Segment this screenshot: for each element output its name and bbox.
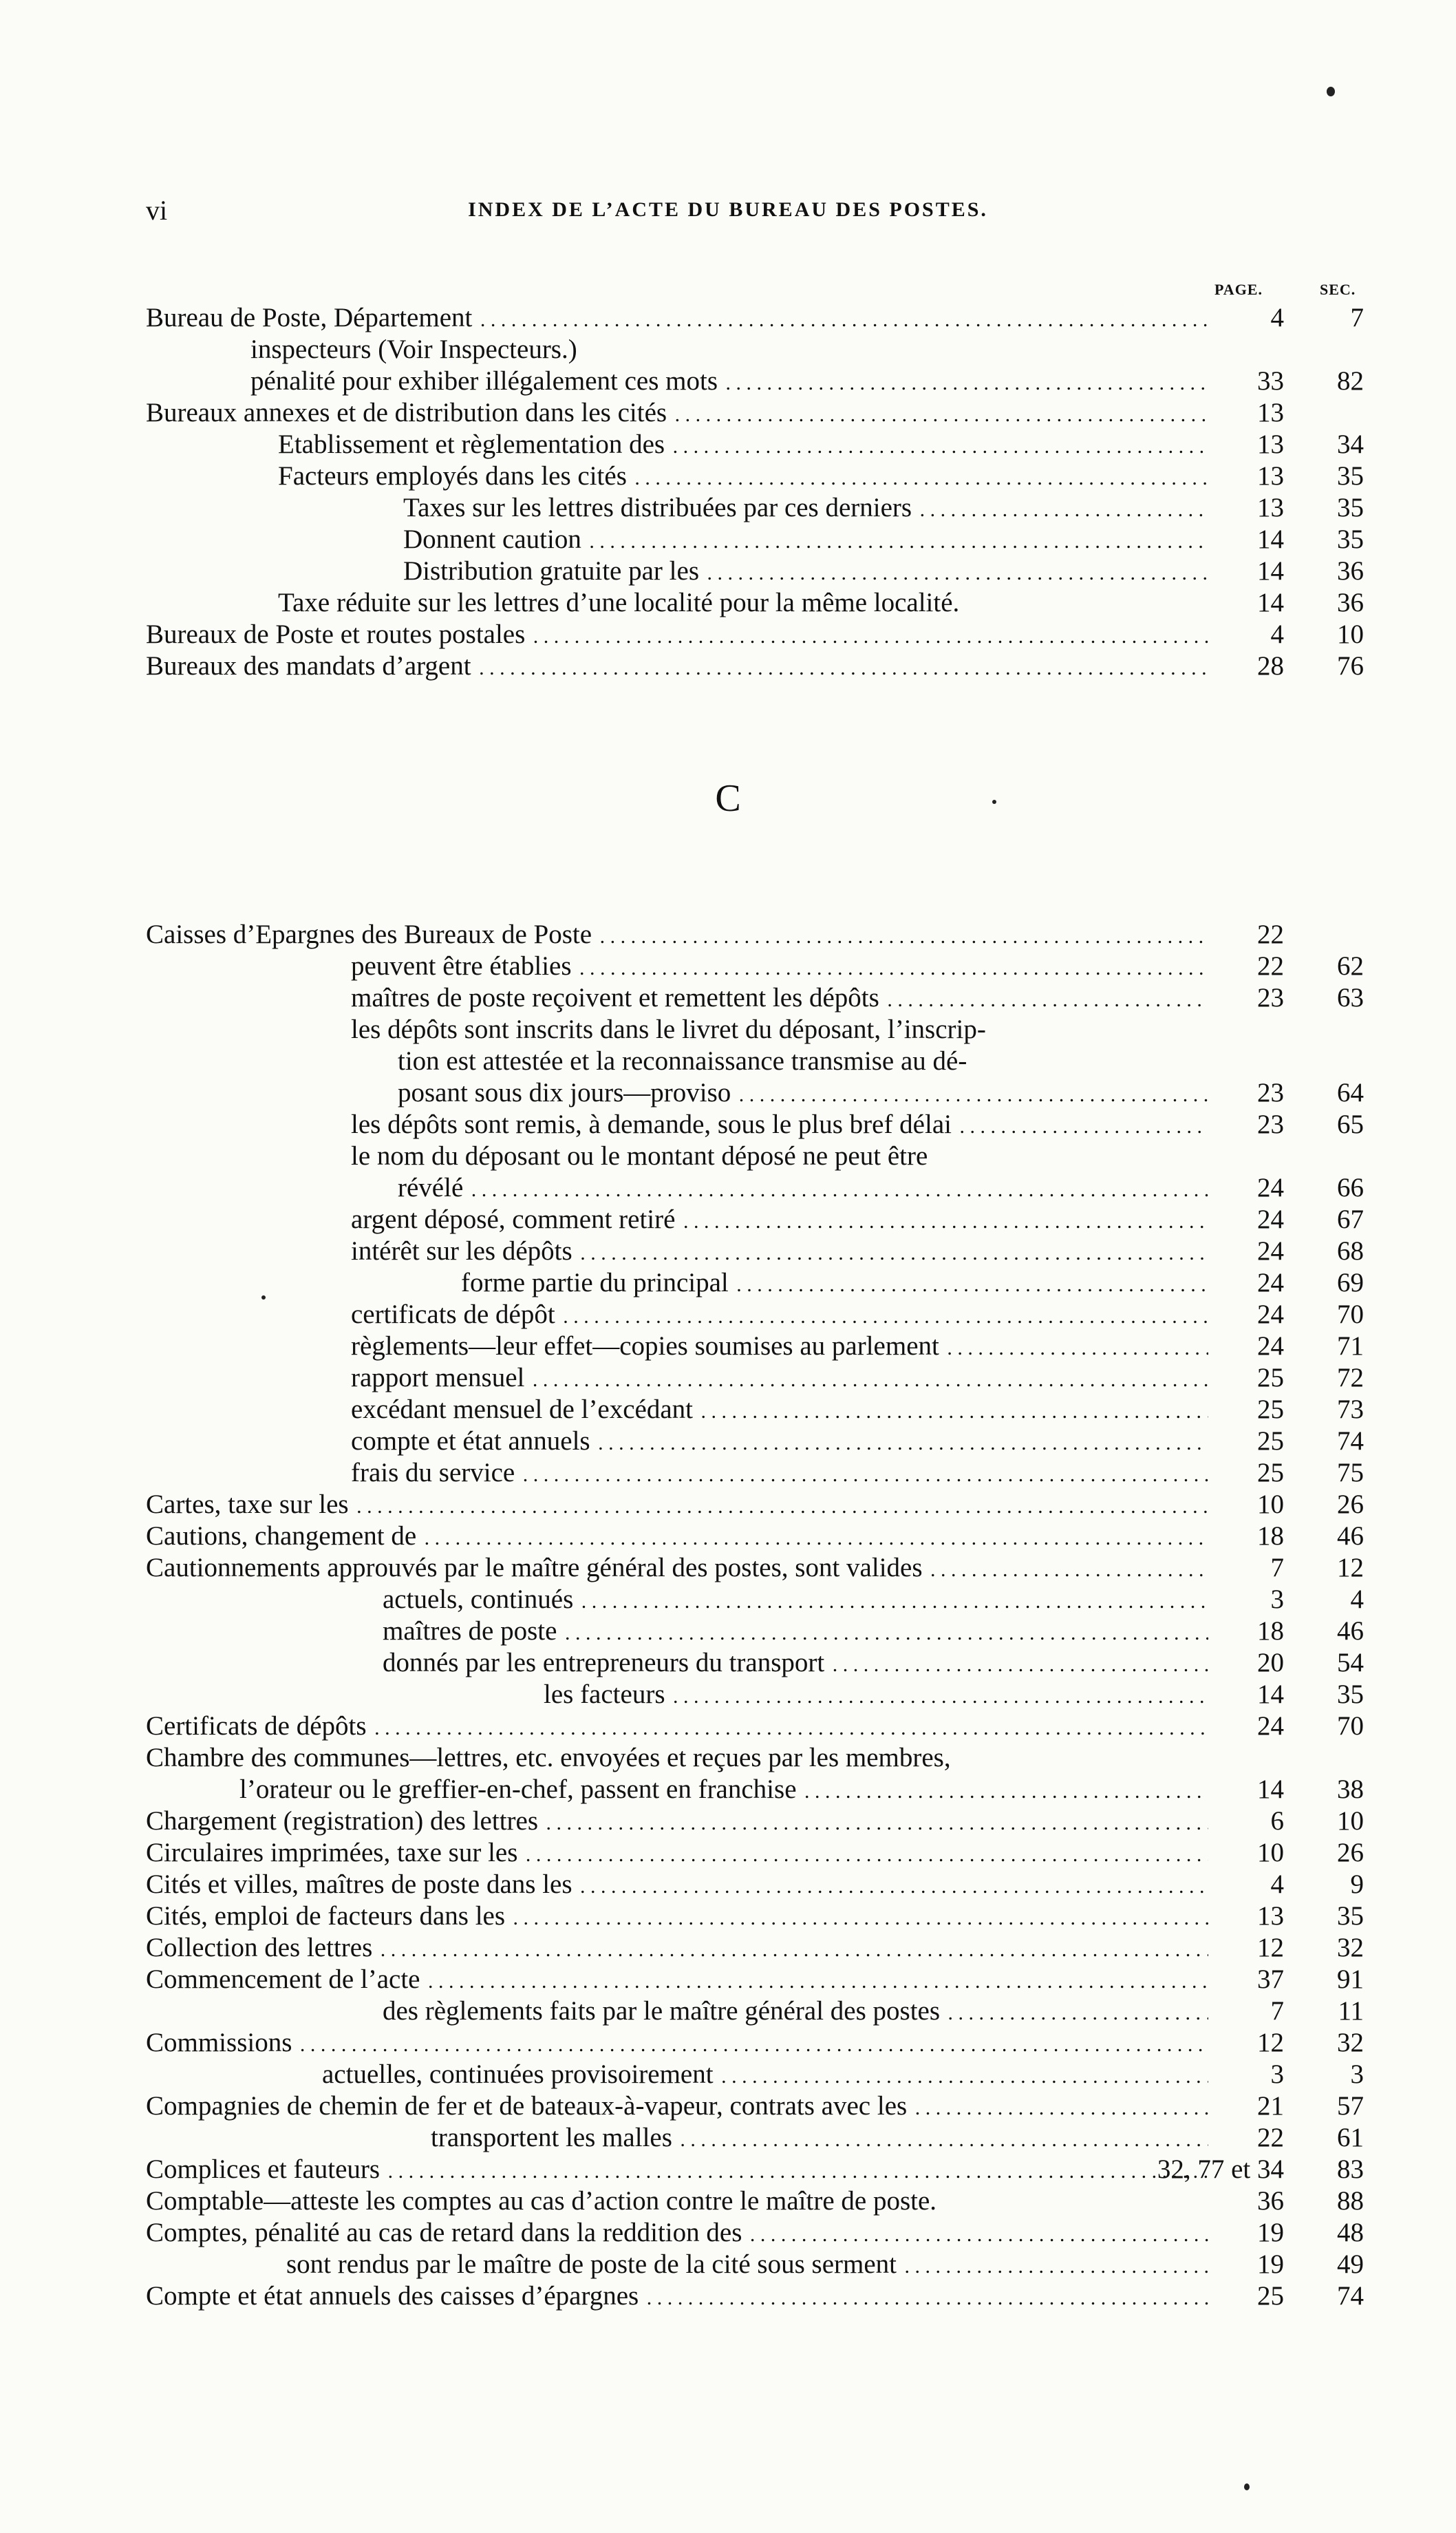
entry-section: 36 <box>1337 556 1364 586</box>
index-entry <box>0 1553 1456 1583</box>
entry-label <box>351 1205 1208 1237</box>
entry-page: 14 <box>1257 1679 1284 1709</box>
entry-section: 4 <box>1350 1585 1364 1614</box>
entry-label <box>146 2028 1208 2060</box>
entry-page: 37 <box>1257 1964 1284 1994</box>
scan-speck <box>1327 87 1335 96</box>
entry-label <box>278 461 1208 494</box>
entry-label <box>383 1616 1208 1649</box>
entry-text: maîtres de poste reçoivent et remettent les dépôts <box>351 983 882 1013</box>
entry-page: 25 <box>1257 1426 1284 1456</box>
entry-text: Compte et état annuels des caisses d’épargnes <box>146 2281 641 2311</box>
entry-text: le nom du déposant ou le montant déposé ne peut être <box>351 1141 930 1171</box>
entry-label <box>146 2154 1208 2187</box>
entry-page: 24 <box>1257 1173 1284 1202</box>
entry-section: 10 <box>1337 619 1364 649</box>
entry-label <box>146 1806 1208 1838</box>
entry-page: 14 <box>1257 588 1284 617</box>
entry-text: Cautions, changement de <box>146 1521 419 1551</box>
entry-section: 70 <box>1337 1711 1364 1741</box>
entry-label <box>146 651 1208 683</box>
index-entry <box>0 2091 1456 2121</box>
entry-page: 10 <box>1257 1490 1284 1519</box>
column-header-sec: SEC. <box>1320 281 1356 298</box>
entry-text: Cités, emploi de facteurs dans les <box>146 1901 508 1931</box>
entry-label <box>351 1236 1208 1269</box>
index-entry <box>0 2218 1456 2248</box>
entry-section: 75 <box>1337 1458 1364 1487</box>
index-entry <box>0 1996 1456 2026</box>
entry-label <box>403 493 1208 525</box>
entry-label <box>278 588 1369 618</box>
entry-page: 25 <box>1257 2281 1284 2311</box>
index-entry <box>0 2154 1456 2185</box>
entry-text: intérêt sur les dépôts <box>351 1236 575 1266</box>
entry-label <box>383 1996 1208 2028</box>
entry-label <box>146 619 1208 652</box>
index-entry <box>0 1648 1456 1678</box>
entry-section: 35 <box>1337 461 1364 491</box>
entry-page: 12 <box>1257 1933 1284 1962</box>
entry-text: Compagnies de chemin de fer et de bateaux-à-vapeur, contrats avec les <box>146 2091 910 2121</box>
entry-page: 23 <box>1257 1110 1284 1139</box>
entry-section: 72 <box>1337 1363 1364 1392</box>
entry-text: posant sous dix jours—proviso <box>398 1078 734 1107</box>
index-entry <box>0 1585 1456 1615</box>
entry-label <box>431 2123 1208 2155</box>
entry-page: 19 <box>1257 2249 1284 2279</box>
entry-section: 10 <box>1337 1806 1364 1836</box>
entry-label <box>146 1490 1208 1522</box>
entry-page: 4 <box>1270 619 1284 649</box>
entry-section: 35 <box>1337 493 1364 522</box>
entry-label <box>398 1078 1208 1110</box>
entry-text: Taxes sur les lettres distribuées par ces derniers <box>403 493 914 522</box>
index-entry <box>0 2281 1456 2311</box>
index-entry <box>0 1331 1456 1361</box>
entry-text: Chambre des communes—lettres, etc. envoyées et reçues par les membres, <box>146 1743 954 1772</box>
entry-section: 32 <box>1337 1933 1364 1962</box>
entry-text: Commissions <box>146 2028 295 2057</box>
index-entry <box>0 398 1456 428</box>
entry-page: 14 <box>1257 1774 1284 1804</box>
entry-text: Cartes, taxe sur les <box>146 1490 352 1519</box>
index-entry <box>0 1173 1456 1203</box>
entry-text: les dépôts sont remis, à demande, sous le plus bref délai <box>351 1110 954 1139</box>
index-entry <box>0 1458 1456 1488</box>
entry-text: Circulaires imprimées, taxe sur les <box>146 1838 520 1867</box>
entry-page: 23 <box>1257 1078 1284 1107</box>
entry-section: 57 <box>1337 2091 1364 2121</box>
entry-page: 36 <box>1257 2186 1284 2216</box>
entry-page: 24 <box>1257 1711 1284 1741</box>
entry-section: 61 <box>1337 2123 1364 2152</box>
entry-text: Comptable—atteste les comptes au cas d’action contre le maître de poste. <box>146 2186 939 2216</box>
entry-section: 68 <box>1337 1236 1364 1266</box>
scan-speck <box>1244 2483 1250 2490</box>
entry-section: 35 <box>1337 524 1364 554</box>
index-entry <box>0 1521 1456 1551</box>
entry-label <box>351 1141 1369 1172</box>
entry-section: 26 <box>1337 1490 1364 1519</box>
index-entry <box>0 1838 1456 1868</box>
entry-text: Bureaux annexes et de distribution dans les cités <box>146 398 670 427</box>
index-entry <box>0 951 1456 982</box>
entry-section: 32 <box>1337 2028 1364 2057</box>
entry-page: 4 <box>1270 303 1284 332</box>
entry-label <box>250 366 1208 399</box>
entry-text: révélé <box>398 1173 466 1202</box>
scan-speck <box>992 800 996 804</box>
entry-section: 35 <box>1337 1679 1364 1709</box>
index-entry <box>0 2249 1456 2280</box>
entry-section: 64 <box>1337 1078 1364 1107</box>
entry-page: 28 <box>1257 651 1284 681</box>
entry-section: 48 <box>1337 2218 1364 2247</box>
index-entry <box>0 1078 1456 1108</box>
entry-text: Complices et fauteurs <box>146 2154 383 2184</box>
entry-text: Cités et villes, maîtres de poste dans les <box>146 1869 575 1899</box>
index-entry <box>0 1774 1456 1805</box>
entry-label <box>146 2218 1208 2250</box>
entry-label <box>322 2059 1208 2092</box>
entry-section: 67 <box>1337 1205 1364 1234</box>
entry-page: 13 <box>1257 1901 1284 1931</box>
entry-page: 14 <box>1257 556 1284 586</box>
index-entry <box>0 1426 1456 1456</box>
entry-page: 7 <box>1270 1996 1284 2026</box>
entry-label <box>351 1395 1208 1427</box>
entry-text: Donnent caution <box>403 524 584 554</box>
entry-label <box>383 1585 1208 1617</box>
entry-page: 6 <box>1270 1806 1284 1836</box>
entry-section: 83 <box>1337 2154 1364 2184</box>
index-entry <box>0 1490 1456 1520</box>
index-entry <box>0 1933 1456 1963</box>
index-entry <box>0 1679 1456 1710</box>
scan-speck <box>261 1295 266 1300</box>
entry-section: 34 <box>1337 430 1364 459</box>
entry-text: certificats de dépôt <box>351 1300 558 1329</box>
index-entry <box>0 1110 1456 1140</box>
index-entry <box>0 366 1456 396</box>
index-entry <box>0 1363 1456 1393</box>
entry-text: Bureaux de Poste et routes postales <box>146 619 528 649</box>
entry-label <box>351 1110 1208 1142</box>
index-entry <box>0 1141 1456 1172</box>
entry-page: 32, 77 et 34 <box>1157 2154 1284 2184</box>
entry-text: Etablissement et règlementation des <box>278 430 667 459</box>
entry-page: 20 <box>1257 1648 1284 1677</box>
index-entry <box>0 588 1456 618</box>
entry-section: 49 <box>1337 2249 1364 2279</box>
entry-page: 25 <box>1257 1363 1284 1392</box>
entry-label <box>146 2281 1208 2313</box>
entry-text: Bureaux des mandats d’argent <box>146 651 474 681</box>
entry-label <box>403 524 1208 557</box>
entry-text: forme partie du principal <box>461 1268 731 1297</box>
entry-page: 7 <box>1270 1553 1284 1582</box>
entry-label <box>351 1015 1369 1045</box>
index-entry <box>0 1964 1456 1995</box>
entry-label <box>351 951 1208 984</box>
entry-label <box>146 1553 1208 1585</box>
index-entry <box>0 1711 1456 1741</box>
index-entry <box>0 2028 1456 2058</box>
entry-text: excédant mensuel de l’excédant <box>351 1395 696 1424</box>
entry-text: argent déposé, comment retiré <box>351 1205 678 1234</box>
entry-page: 13 <box>1257 493 1284 522</box>
entry-text: sont rendus par le maître de poste de la cité sous serment <box>286 2249 899 2279</box>
entry-label <box>286 2249 1208 2282</box>
index-entry <box>0 556 1456 586</box>
index-entry <box>0 1616 1456 1646</box>
entry-page: 19 <box>1257 2218 1284 2247</box>
entry-text: Caisses d’Epargnes des Bureaux de Poste <box>146 920 595 949</box>
entry-page: 22 <box>1257 920 1284 949</box>
entry-label <box>146 1964 1208 1997</box>
entry-text: l’orateur ou le greffier-en-chef, passent en franchise <box>239 1774 800 1804</box>
entry-text: les dépôts sont inscrits dans le livret du déposant, l’inscrip- <box>351 1015 989 1044</box>
entry-section: 66 <box>1337 1173 1364 1202</box>
index-entry <box>0 2123 1456 2153</box>
index-entry <box>0 1901 1456 1931</box>
index-entry <box>0 2059 1456 2090</box>
entry-page: 24 <box>1257 1268 1284 1297</box>
entry-page: 21 <box>1257 2091 1284 2121</box>
column-header-page: PAGE. <box>1214 281 1263 298</box>
entry-text: Certificats de dépôts <box>146 1711 370 1741</box>
entry-section: 3 <box>1350 2059 1364 2089</box>
entry-section: 71 <box>1337 1331 1364 1361</box>
index-entry <box>0 524 1456 555</box>
entry-section: 9 <box>1350 1869 1364 1899</box>
index-entry <box>0 651 1456 681</box>
index-entry <box>0 1395 1456 1425</box>
section-letter: C <box>715 777 741 820</box>
entry-label <box>351 1331 1208 1364</box>
entry-section: 46 <box>1337 1616 1364 1646</box>
entry-text: donnés par les entrepreneurs du transport <box>383 1648 827 1677</box>
entry-text: compte et état annuels <box>351 1426 593 1456</box>
entry-label <box>146 1933 1208 1965</box>
entry-page: 18 <box>1257 1521 1284 1551</box>
entry-page: 33 <box>1257 366 1284 396</box>
entry-page: 22 <box>1257 2123 1284 2152</box>
entry-label <box>278 430 1208 462</box>
index-entry <box>0 1046 1456 1077</box>
entry-label <box>146 1901 1208 1933</box>
entry-section: 73 <box>1337 1395 1364 1424</box>
entry-label <box>146 920 1208 952</box>
entry-text: rapport mensuel <box>351 1363 527 1392</box>
entry-text: les facteurs <box>544 1679 668 1709</box>
index-entry <box>0 2186 1456 2216</box>
entry-text: Cautionnements approuvés par le maître général des postes, sont valides <box>146 1553 925 1582</box>
entry-label <box>383 1648 1208 1680</box>
index-entry <box>0 493 1456 523</box>
entry-section: 65 <box>1337 1110 1364 1139</box>
entry-label <box>461 1268 1208 1300</box>
entry-label <box>146 1838 1208 1870</box>
entry-text: Comptes, pénalité au cas de retard dans la reddition des <box>146 2218 745 2247</box>
entry-text: Taxe réduite sur les lettres d’une localité pour la même localité. <box>278 588 962 617</box>
index-entry <box>0 1268 1456 1298</box>
entry-text: actuelles, continuées provisoirement <box>322 2059 716 2089</box>
entry-label <box>146 1711 1208 1744</box>
entry-page: 22 <box>1257 951 1284 981</box>
entry-section: 70 <box>1337 1300 1364 1329</box>
entry-text: règlements—leur effet—copies soumises au parlement <box>351 1331 942 1361</box>
entry-label <box>146 2186 1369 2216</box>
index-entry <box>0 619 1456 650</box>
entry-page: 14 <box>1257 524 1284 554</box>
entry-section: 35 <box>1337 1901 1364 1931</box>
entry-text: Facteurs employés dans les cités <box>278 461 630 491</box>
entry-text: maîtres de poste <box>383 1616 559 1646</box>
index-entry <box>0 335 1456 365</box>
entry-label <box>351 1426 1208 1459</box>
entry-text: peuvent être établies <box>351 951 575 981</box>
entry-page: 18 <box>1257 1616 1284 1646</box>
entry-text: Bureau de Poste, Département <box>146 303 475 332</box>
entry-section: 91 <box>1337 1964 1364 1994</box>
entry-label <box>146 398 1208 430</box>
entry-section: 62 <box>1337 951 1364 981</box>
entry-label <box>398 1173 1208 1205</box>
page-number: vi <box>146 195 168 226</box>
index-entry <box>0 1743 1456 1773</box>
entry-page: 24 <box>1257 1300 1284 1329</box>
entry-label <box>146 303 1208 335</box>
entry-text: tion est attestée et la reconnaissance transmise au dé- <box>398 1046 970 1076</box>
entry-section: 26 <box>1337 1838 1364 1867</box>
index-entry <box>0 1015 1456 1045</box>
entry-page: 23 <box>1257 983 1284 1013</box>
entry-page: 13 <box>1257 461 1284 491</box>
index-entry <box>0 1806 1456 1836</box>
entry-page: 25 <box>1257 1395 1284 1424</box>
index-entry <box>0 461 1456 491</box>
entry-section: 82 <box>1337 366 1364 396</box>
index-entry <box>0 1236 1456 1266</box>
entry-label <box>403 556 1208 589</box>
entry-text: Commencement de l’acte <box>146 1964 423 1994</box>
entry-page: 24 <box>1257 1331 1284 1361</box>
entry-label <box>146 1743 1369 1773</box>
index-entry <box>0 303 1456 333</box>
entry-text: Distribution gratuite par les <box>403 556 702 586</box>
entry-section: 54 <box>1337 1648 1364 1677</box>
index-entry <box>0 430 1456 460</box>
entry-section: 36 <box>1337 588 1364 617</box>
entry-label <box>398 1046 1369 1077</box>
index-entry <box>0 1300 1456 1330</box>
entry-section: 88 <box>1337 2186 1364 2216</box>
entry-page: 25 <box>1257 1458 1284 1487</box>
entry-label <box>351 1458 1208 1490</box>
entry-text: transportent les malles <box>431 2123 675 2152</box>
entry-text: des règlements faits par le maître général des postes <box>383 1996 943 2026</box>
entry-section: 76 <box>1337 651 1364 681</box>
entry-section: 63 <box>1337 983 1364 1013</box>
entry-page: 12 <box>1257 2028 1284 2057</box>
entry-section: 46 <box>1337 1521 1364 1551</box>
entry-page: 3 <box>1270 2059 1284 2089</box>
entry-label <box>146 1869 1208 1902</box>
index-entry <box>0 920 1456 950</box>
entry-page: 13 <box>1257 398 1284 427</box>
entry-label <box>544 1679 1208 1712</box>
entry-section: 7 <box>1350 303 1364 332</box>
entry-label <box>250 335 1369 365</box>
index-entry <box>0 1869 1456 1900</box>
entry-page: 10 <box>1257 1838 1284 1867</box>
index-entry <box>0 1205 1456 1235</box>
entry-text: Chargement (registration) des lettres <box>146 1806 541 1836</box>
entry-section: 38 <box>1337 1774 1364 1804</box>
index-entry <box>0 983 1456 1013</box>
entry-page: 3 <box>1270 1585 1284 1614</box>
entry-page: 4 <box>1270 1869 1284 1899</box>
entry-label <box>351 1300 1208 1332</box>
entry-section: 12 <box>1337 1553 1364 1582</box>
entry-section: 74 <box>1337 2281 1364 2311</box>
entry-text: inspecteurs (Voir Inspecteurs.) <box>250 335 580 364</box>
entry-section: 74 <box>1337 1426 1364 1456</box>
entry-label <box>146 2091 1208 2123</box>
entry-label <box>351 983 1208 1015</box>
entry-text: pénalité pour exhiber illégalement ces mots <box>250 366 720 396</box>
entry-label <box>351 1363 1208 1395</box>
entry-section: 69 <box>1337 1268 1364 1297</box>
entry-page: 13 <box>1257 430 1284 459</box>
entry-label <box>239 1774 1208 1807</box>
entry-text: frais du service <box>351 1458 517 1487</box>
entry-page: 24 <box>1257 1205 1284 1234</box>
entry-text: Collection des lettres <box>146 1933 375 1962</box>
running-title: INDEX DE L’ACTE DU BUREAU DES POSTES. <box>468 198 988 221</box>
entry-page: 24 <box>1257 1236 1284 1266</box>
entry-section: 11 <box>1338 1996 1364 2026</box>
entry-label <box>146 1521 1208 1554</box>
entry-text: actuels, continués <box>383 1585 576 1614</box>
